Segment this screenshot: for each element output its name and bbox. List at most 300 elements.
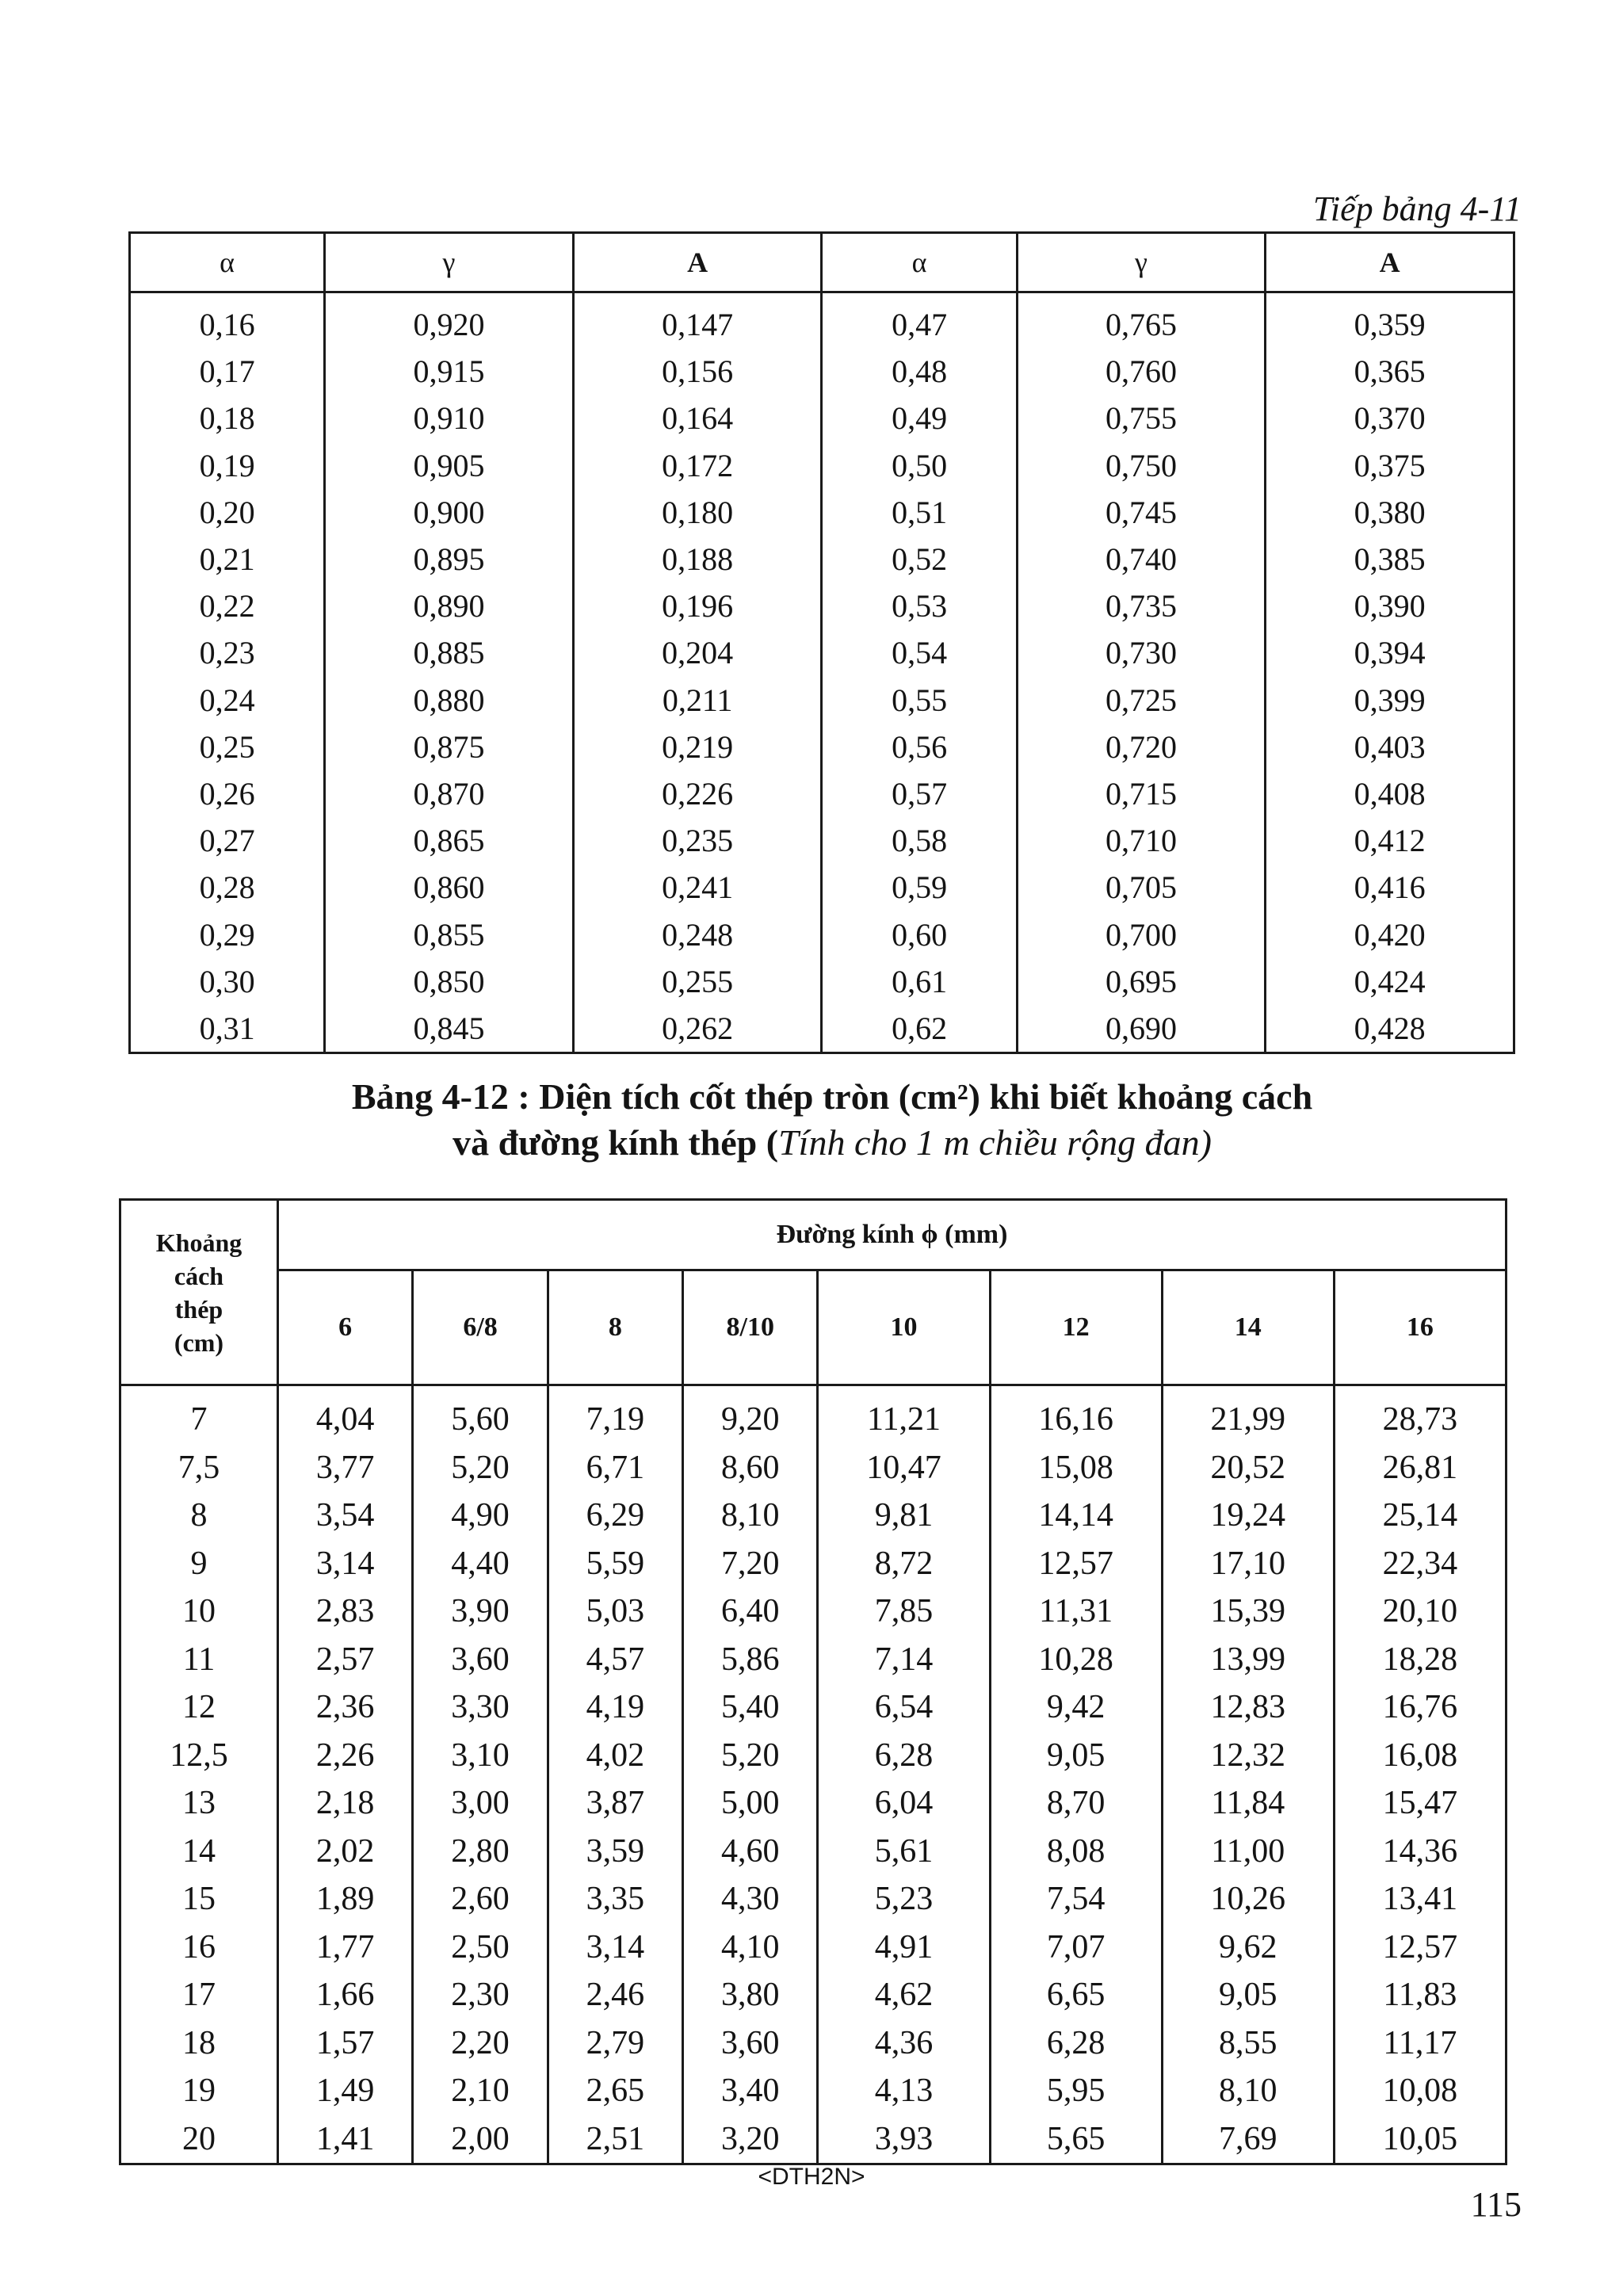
- area-cell: 20,52: [1162, 1444, 1334, 1492]
- area-cell: 3,30: [413, 1683, 548, 1732]
- area-cell: 4,19: [548, 1683, 682, 1732]
- header-alpha: α: [130, 233, 325, 292]
- header-diameter: 6: [278, 1270, 413, 1385]
- table-4-12-body: [120, 1385, 1507, 2164]
- table-cell: 0,720: [1017, 724, 1266, 770]
- table-cell: 0,58: [822, 817, 1017, 864]
- area-cell: 2,57: [278, 1636, 413, 1684]
- table-cell: 0,424: [1266, 958, 1514, 1005]
- spacing-cell: 12: [120, 1683, 278, 1732]
- table-cell: 0,50: [822, 442, 1017, 489]
- area-cell: 15,08: [990, 1444, 1162, 1492]
- table-cell: 0,211: [573, 677, 822, 724]
- caption-line-2-italic: Tính cho 1 m chiều rộng đan: [778, 1122, 1200, 1163]
- area-cell: 1,77: [278, 1924, 413, 1972]
- area-cell: 28,73: [1334, 1385, 1506, 1444]
- table-cell: 0,241: [573, 864, 822, 911]
- area-cell: 22,34: [1334, 1540, 1506, 1588]
- table-cell: 0,695: [1017, 958, 1266, 1005]
- table-cell: 0,910: [325, 395, 574, 441]
- table-cell: 0,53: [822, 583, 1017, 629]
- table-4-11: [128, 231, 1515, 1054]
- page-number: 115: [1470, 2185, 1522, 2224]
- table-4-12-header-row-1: [120, 1200, 1507, 1270]
- table-cell: 0,262: [573, 1005, 822, 1053]
- table-cell: 0,25: [130, 724, 325, 770]
- area-cell: 4,60: [683, 1828, 818, 1876]
- table-cell: 0,412: [1266, 817, 1514, 864]
- area-cell: 7,20: [683, 1540, 818, 1588]
- table-cell: 0,27: [130, 817, 325, 864]
- spacing-cell: 20: [120, 2115, 278, 2164]
- area-cell: 3,93: [818, 2115, 990, 2164]
- table-cell: 0,180: [573, 489, 822, 536]
- table-row: [130, 911, 1514, 957]
- area-cell: 5,23: [818, 1875, 990, 1924]
- area-cell: 15,39: [1162, 1587, 1334, 1636]
- area-cell: 1,41: [278, 2115, 413, 2164]
- table-cell: 0,905: [325, 442, 574, 489]
- area-cell: 6,28: [990, 2019, 1162, 2068]
- area-cell: 3,77: [278, 1444, 413, 1492]
- table-row: [130, 864, 1514, 911]
- area-cell: 16,76: [1334, 1683, 1506, 1732]
- spacing-cell: 14: [120, 1828, 278, 1876]
- area-cell: 4,57: [548, 1636, 682, 1684]
- table-cell: 0,17: [130, 348, 325, 395]
- area-cell: 2,10: [413, 2067, 548, 2115]
- table-cell: 0,740: [1017, 536, 1266, 583]
- area-cell: 26,81: [1334, 1444, 1506, 1492]
- table-row: [130, 292, 1514, 349]
- area-cell: 2,79: [548, 2019, 682, 2068]
- table-row: [120, 1924, 1507, 1972]
- area-cell: 2,00: [413, 2115, 548, 2164]
- area-cell: 11,83: [1334, 1971, 1506, 2019]
- table-cell: 0,23: [130, 629, 325, 676]
- spacing-cell: 13: [120, 1779, 278, 1828]
- header-diameter: 14: [1162, 1270, 1334, 1385]
- area-cell: 3,60: [683, 2019, 818, 2068]
- area-cell: 2,36: [278, 1683, 413, 1732]
- table-cell: 0,19: [130, 442, 325, 489]
- table-cell: 0,219: [573, 724, 822, 770]
- table-cell: 0,20: [130, 489, 325, 536]
- table-cell: 0,156: [573, 348, 822, 395]
- table-row: [130, 583, 1514, 629]
- spacing-cell: 10: [120, 1587, 278, 1636]
- area-cell: 4,02: [548, 1732, 682, 1780]
- area-cell: 3,90: [413, 1587, 548, 1636]
- header-spacing-line: (cm): [174, 1328, 224, 1357]
- area-cell: 6,54: [818, 1683, 990, 1732]
- table-row: [130, 489, 1514, 536]
- table-cell: 0,745: [1017, 489, 1266, 536]
- area-cell: 13,41: [1334, 1875, 1506, 1924]
- table-cell: 0,365: [1266, 348, 1514, 395]
- table-cell: 0,690: [1017, 1005, 1266, 1053]
- table-cell: 0,860: [325, 864, 574, 911]
- table-cell: 0,855: [325, 911, 574, 957]
- area-cell: 3,35: [548, 1875, 682, 1924]
- area-cell: 13,99: [1162, 1636, 1334, 1684]
- table-row: [120, 1492, 1507, 1540]
- area-cell: 5,95: [990, 2067, 1162, 2115]
- table-row: [130, 1005, 1514, 1053]
- area-cell: 10,47: [818, 1444, 990, 1492]
- table-cell: 0,255: [573, 958, 822, 1005]
- area-cell: 16,08: [1334, 1732, 1506, 1780]
- table-row: [130, 442, 1514, 489]
- table-cell: 0,30: [130, 958, 325, 1005]
- area-cell: 2,46: [548, 1971, 682, 2019]
- table-cell: 0,196: [573, 583, 822, 629]
- area-cell: 6,40: [683, 1587, 818, 1636]
- area-cell: 4,62: [818, 1971, 990, 2019]
- table-4-11-body: [130, 292, 1514, 1053]
- area-cell: 4,90: [413, 1492, 548, 1540]
- table-cell: 0,885: [325, 629, 574, 676]
- table-row: [120, 1444, 1507, 1492]
- table-cell: 0,24: [130, 677, 325, 724]
- area-cell: 2,65: [548, 2067, 682, 2115]
- table-cell: 0,48: [822, 348, 1017, 395]
- table-cell: 0,188: [573, 536, 822, 583]
- area-cell: 2,30: [413, 1971, 548, 2019]
- table-cell: 0,18: [130, 395, 325, 441]
- area-cell: 11,31: [990, 1587, 1162, 1636]
- table-cell: 0,51: [822, 489, 1017, 536]
- area-cell: 19,24: [1162, 1492, 1334, 1540]
- area-cell: 2,60: [413, 1875, 548, 1924]
- table-cell: 0,375: [1266, 442, 1514, 489]
- header-spacing-line: Khoảng: [155, 1228, 242, 1257]
- area-cell: 9,62: [1162, 1924, 1334, 1972]
- table-cell: 0,895: [325, 536, 574, 583]
- spacing-cell: 12,5: [120, 1732, 278, 1780]
- area-cell: 7,69: [1162, 2115, 1334, 2164]
- area-cell: 5,61: [818, 1828, 990, 1876]
- area-cell: 3,87: [548, 1779, 682, 1828]
- table-row: [120, 1971, 1507, 2019]
- area-cell: 4,91: [818, 1924, 990, 1972]
- table-cell: 0,755: [1017, 395, 1266, 441]
- area-cell: 20,10: [1334, 1587, 1506, 1636]
- table-row: [120, 1732, 1507, 1780]
- area-cell: 9,05: [1162, 1971, 1334, 2019]
- area-cell: 10,05: [1334, 2115, 1506, 2164]
- spacing-cell: 8: [120, 1492, 278, 1540]
- table-cell: 0,865: [325, 817, 574, 864]
- area-cell: 9,42: [990, 1683, 1162, 1732]
- header-diameter: 8/10: [683, 1270, 818, 1385]
- table-4-12-caption: [158, 1074, 1506, 1166]
- area-cell: 3,20: [683, 2115, 818, 2164]
- table-cell: 0,730: [1017, 629, 1266, 676]
- area-cell: 3,40: [683, 2067, 818, 2115]
- table-cell: 0,394: [1266, 629, 1514, 676]
- table-cell: 0,248: [573, 911, 822, 957]
- area-cell: 2,51: [548, 2115, 682, 2164]
- area-cell: 5,03: [548, 1587, 682, 1636]
- table-cell: 0,172: [573, 442, 822, 489]
- spacing-cell: 7,5: [120, 1444, 278, 1492]
- table-cell: 0,428: [1266, 1005, 1514, 1053]
- table-row: [130, 629, 1514, 676]
- area-cell: 3,54: [278, 1492, 413, 1540]
- table-cell: 0,705: [1017, 864, 1266, 911]
- table-cell: 0,385: [1266, 536, 1514, 583]
- caption-line-1: Bảng 4-12 : Diện tích cốt thép tròn (cm²) khi biết khoảng cách: [351, 1076, 1313, 1117]
- spacing-cell: 17: [120, 1971, 278, 2019]
- caption-line-2-close: ): [1199, 1122, 1212, 1163]
- header-a: A: [573, 233, 822, 292]
- area-cell: 9,20: [683, 1385, 818, 1444]
- area-cell: 11,17: [1334, 2019, 1506, 2068]
- area-cell: 17,10: [1162, 1540, 1334, 1588]
- table-cell: 0,890: [325, 583, 574, 629]
- caption-line-2-bold: và đường kính thép (: [453, 1122, 779, 1163]
- table-cell: 0,28: [130, 864, 325, 911]
- table-row: [130, 958, 1514, 1005]
- header-alpha: α: [822, 233, 1017, 292]
- area-cell: 8,10: [683, 1492, 818, 1540]
- area-cell: 7,19: [548, 1385, 682, 1444]
- area-cell: 4,40: [413, 1540, 548, 1588]
- area-cell: 4,30: [683, 1875, 818, 1924]
- table-cell: 0,380: [1266, 489, 1514, 536]
- area-cell: 5,86: [683, 1636, 818, 1684]
- table-cell: 0,359: [1266, 292, 1514, 349]
- table-cell: 0,147: [573, 292, 822, 349]
- table-cell: 0,715: [1017, 770, 1266, 817]
- area-cell: 2,26: [278, 1732, 413, 1780]
- area-cell: 5,59: [548, 1540, 682, 1588]
- table-cell: 0,870: [325, 770, 574, 817]
- area-cell: 9,81: [818, 1492, 990, 1540]
- table-cell: 0,204: [573, 629, 822, 676]
- table-cell: 0,390: [1266, 583, 1514, 629]
- table-cell: 0,22: [130, 583, 325, 629]
- table-cell: 0,31: [130, 1005, 325, 1053]
- table-4-12: [119, 1198, 1507, 2165]
- area-cell: 12,83: [1162, 1683, 1334, 1732]
- area-cell: 25,14: [1334, 1492, 1506, 1540]
- table-row: [120, 1385, 1507, 1444]
- header-gamma: γ: [1017, 233, 1266, 292]
- table-row: [130, 677, 1514, 724]
- area-cell: 9,05: [990, 1732, 1162, 1780]
- spacing-cell: 7: [120, 1385, 278, 1444]
- table-cell: 0,735: [1017, 583, 1266, 629]
- table-4-12-header-row-2: [120, 1270, 1507, 1385]
- table-cell: 0,750: [1017, 442, 1266, 489]
- area-cell: 2,18: [278, 1779, 413, 1828]
- area-cell: 11,84: [1162, 1779, 1334, 1828]
- area-cell: 15,47: [1334, 1779, 1506, 1828]
- area-cell: 4,36: [818, 2019, 990, 2068]
- table-row: [130, 770, 1514, 817]
- table-row: [120, 2019, 1507, 2068]
- area-cell: 3,10: [413, 1732, 548, 1780]
- table-cell: 0,915: [325, 348, 574, 395]
- table-row: [120, 1828, 1507, 1876]
- footer-mark: <DTH2N>: [758, 2164, 865, 2190]
- area-cell: 8,55: [1162, 2019, 1334, 2068]
- area-cell: 3,14: [548, 1924, 682, 1972]
- table-row: [120, 1587, 1507, 1636]
- table-cell: 0,164: [573, 395, 822, 441]
- table-row: [130, 536, 1514, 583]
- table-row: [120, 1636, 1507, 1684]
- table-row: [130, 395, 1514, 441]
- table-cell: 0,725: [1017, 677, 1266, 724]
- area-cell: 3,59: [548, 1828, 682, 1876]
- table-row: [120, 2067, 1507, 2115]
- area-cell: 1,49: [278, 2067, 413, 2115]
- area-cell: 6,29: [548, 1492, 682, 1540]
- header-spacing: [120, 1200, 278, 1385]
- table-cell: 0,408: [1266, 770, 1514, 817]
- table-row: [130, 348, 1514, 395]
- area-cell: 3,60: [413, 1636, 548, 1684]
- spacing-cell: 19: [120, 2067, 278, 2115]
- caption-line-2: [158, 1120, 1506, 1166]
- table-cell: 0,920: [325, 292, 574, 349]
- area-cell: 4,13: [818, 2067, 990, 2115]
- area-cell: 18,28: [1334, 1636, 1506, 1684]
- table-cell: 0,700: [1017, 911, 1266, 957]
- area-cell: 2,83: [278, 1587, 413, 1636]
- area-cell: 5,20: [413, 1444, 548, 1492]
- area-cell: 8,72: [818, 1540, 990, 1588]
- table-cell: 0,845: [325, 1005, 574, 1053]
- area-cell: 6,65: [990, 1971, 1162, 2019]
- table-cell: 0,59: [822, 864, 1017, 911]
- area-cell: 1,57: [278, 2019, 413, 2068]
- area-cell: 2,02: [278, 1828, 413, 1876]
- table-row: [120, 1540, 1507, 1588]
- area-cell: 11,00: [1162, 1828, 1334, 1876]
- continuation-label: Tiếp bảng 4-11: [1312, 189, 1522, 228]
- header-diameter: 12: [990, 1270, 1162, 1385]
- header-spacing-line: cách: [174, 1261, 224, 1290]
- table-cell: 0,765: [1017, 292, 1266, 349]
- area-cell: 11,21: [818, 1385, 990, 1444]
- table-cell: 0,370: [1266, 395, 1514, 441]
- area-cell: 10,28: [990, 1636, 1162, 1684]
- area-cell: 3,80: [683, 1971, 818, 2019]
- table-4-11-header: [130, 233, 1514, 292]
- area-cell: 8,60: [683, 1444, 818, 1492]
- table-cell: 0,875: [325, 724, 574, 770]
- table-row: [130, 817, 1514, 864]
- table-cell: 0,52: [822, 536, 1017, 583]
- area-cell: 8,10: [1162, 2067, 1334, 2115]
- area-cell: 2,20: [413, 2019, 548, 2068]
- area-cell: 2,50: [413, 1924, 548, 1972]
- table-cell: 0,61: [822, 958, 1017, 1005]
- area-cell: 5,65: [990, 2115, 1162, 2164]
- table-row: [120, 1875, 1507, 1924]
- table-row: [130, 724, 1514, 770]
- spacing-cell: 18: [120, 2019, 278, 2068]
- table-row: [120, 1779, 1507, 1828]
- area-cell: 14,14: [990, 1492, 1162, 1540]
- table-cell: 0,26: [130, 770, 325, 817]
- table-cell: 0,60: [822, 911, 1017, 957]
- header-diameter: 8: [548, 1270, 682, 1385]
- header-diameter-span: Đường kính ϕ (mm): [278, 1200, 1507, 1270]
- spacing-cell: 9: [120, 1540, 278, 1588]
- table-cell: 0,850: [325, 958, 574, 1005]
- table-cell: 0,880: [325, 677, 574, 724]
- area-cell: 1,66: [278, 1971, 413, 2019]
- table-cell: 0,49: [822, 395, 1017, 441]
- table-cell: 0,62: [822, 1005, 1017, 1053]
- area-cell: 5,00: [683, 1779, 818, 1828]
- area-cell: 4,04: [278, 1385, 413, 1444]
- table-cell: 0,235: [573, 817, 822, 864]
- header-diameter: 16: [1334, 1270, 1506, 1385]
- area-cell: 12,32: [1162, 1732, 1334, 1780]
- area-cell: 14,36: [1334, 1828, 1506, 1876]
- area-cell: 6,28: [818, 1732, 990, 1780]
- area-cell: 7,54: [990, 1875, 1162, 1924]
- area-cell: 3,14: [278, 1540, 413, 1588]
- table-cell: 0,57: [822, 770, 1017, 817]
- table-cell: 0,54: [822, 629, 1017, 676]
- table-cell: 0,21: [130, 536, 325, 583]
- table-4-12-header: [120, 1200, 1507, 1385]
- table-cell: 0,900: [325, 489, 574, 536]
- area-cell: 5,20: [683, 1732, 818, 1780]
- spacing-cell: 15: [120, 1875, 278, 1924]
- area-cell: 16,16: [990, 1385, 1162, 1444]
- area-cell: 5,40: [683, 1683, 818, 1732]
- area-cell: 6,04: [818, 1779, 990, 1828]
- spacing-cell: 11: [120, 1636, 278, 1684]
- area-cell: 5,60: [413, 1385, 548, 1444]
- table-cell: 0,420: [1266, 911, 1514, 957]
- area-cell: 10,26: [1162, 1875, 1334, 1924]
- table-cell: 0,29: [130, 911, 325, 957]
- area-cell: 1,89: [278, 1875, 413, 1924]
- table-cell: 0,760: [1017, 348, 1266, 395]
- header-diameter: 6/8: [413, 1270, 548, 1385]
- table-row: [120, 1683, 1507, 1732]
- table-4-11-header-row: [130, 233, 1514, 292]
- table-row: [120, 2115, 1507, 2164]
- header-a: A: [1266, 233, 1514, 292]
- header-diameter: 10: [818, 1270, 990, 1385]
- area-cell: 10,08: [1334, 2067, 1506, 2115]
- area-cell: 6,71: [548, 1444, 682, 1492]
- table-cell: 0,403: [1266, 724, 1514, 770]
- area-cell: 7,07: [990, 1924, 1162, 1972]
- table-cell: 0,710: [1017, 817, 1266, 864]
- area-cell: 8,70: [990, 1779, 1162, 1828]
- area-cell: 7,85: [818, 1587, 990, 1636]
- table-cell: 0,226: [573, 770, 822, 817]
- header-spacing-line: thép: [174, 1294, 223, 1324]
- area-cell: 21,99: [1162, 1385, 1334, 1444]
- area-cell: 12,57: [990, 1540, 1162, 1588]
- table-cell: 0,56: [822, 724, 1017, 770]
- area-cell: 7,14: [818, 1636, 990, 1684]
- area-cell: 4,10: [683, 1924, 818, 1972]
- area-cell: 2,80: [413, 1828, 548, 1876]
